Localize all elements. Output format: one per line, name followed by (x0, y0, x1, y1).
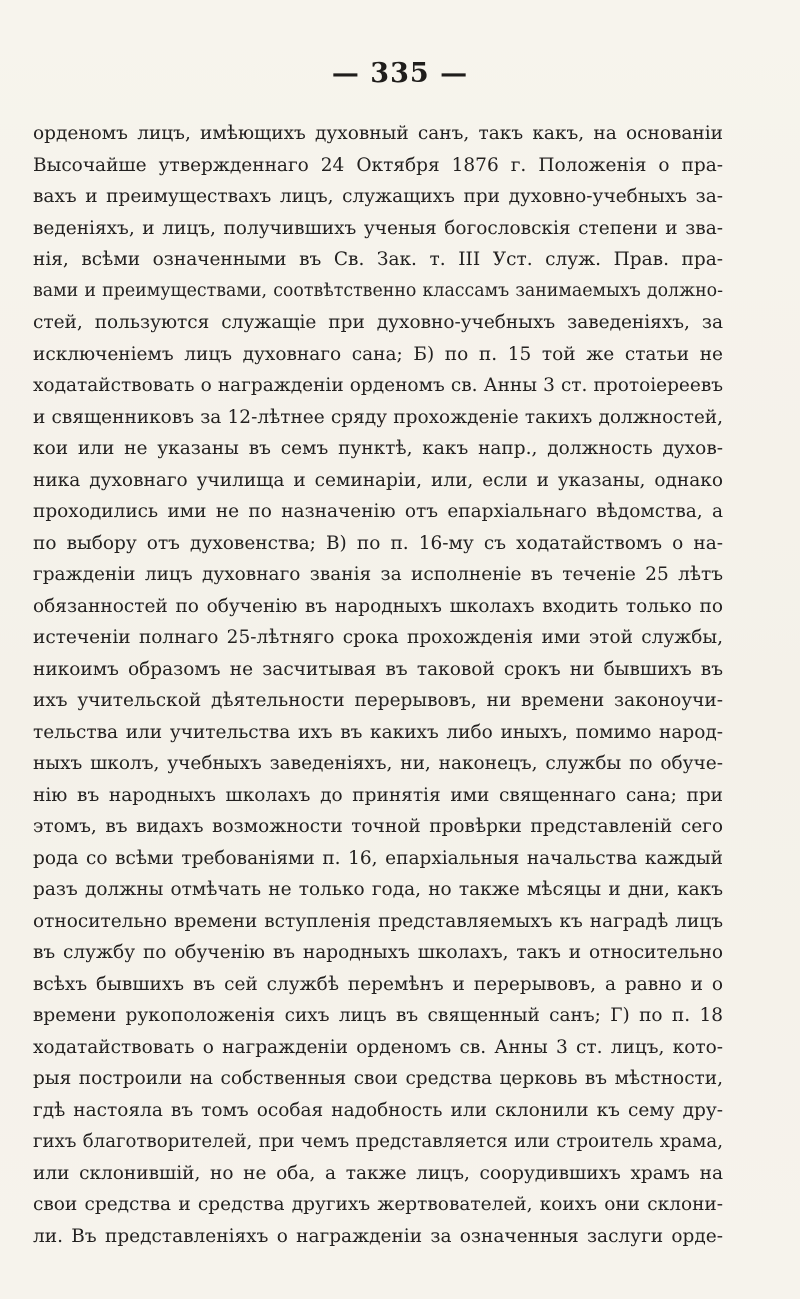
text-line: по выбору отъ духовенства; В) по п. 16-му съ ходатайствомъ о на- (33, 532, 723, 554)
text-line: кои или не указаны въ семъ пунктѣ, какъ напр., должность духов- (33, 438, 723, 459)
text-line: орденомъ лицъ, имѣющихъ духовный санъ, такъ какъ, на основаніи (33, 123, 723, 144)
text-line: обязанностей по обученію въ народныхъ школахъ входить только по (33, 595, 723, 617)
text-line: вахъ и преимуществахъ лицъ, служащихъ при духовно-учебныхъ за- (33, 186, 723, 207)
text-line: рода со всѣми требованіями п. 16, епархіальныя начальства каждый (33, 847, 723, 869)
text-line: ходатайствовать о награжденіи орденомъ св. Анны 3 ст. протоіереевъ (33, 375, 723, 396)
text-line: гдѣ настояла въ томъ особая надобность или склонили къ сему дру- (33, 1099, 723, 1121)
text-line: гражденіи лицъ духовнаго званія за исполненіе въ теченіе 25 лѣтъ (33, 564, 723, 585)
text-line: проходились ими не по назначенію отъ епархіальнаго вѣдомства, а (33, 501, 723, 522)
text-line: относительно времени вступленія представляемыхъ къ наградѣ лицъ (33, 910, 723, 932)
text-line: свои средства и средства другихъ жертвователей, коихъ они склони- (33, 1194, 723, 1215)
text-line: времени рукоположенія сихъ лицъ въ священный санъ; Г) по п. 18 (33, 1005, 723, 1026)
text-line: нія, всѣми означенными въ Св. Зак. т. III Уст. служ. Прав. пра- (33, 249, 723, 270)
text-line: всѣхъ бывшихъ въ сей службѣ перемѣнъ и перерывовъ, а равно и о (33, 973, 723, 995)
text-line: вами и преимуществами, соотвѣтственно классамъ занимаемыхъ должно- (33, 280, 723, 301)
text-line: ника духовнаго училища и семинаріи, или, если и указаны, однако (33, 469, 723, 491)
text-line: Высочайше утвержденнаго 24 Октября 1876 г. Положенія о пра- (33, 154, 723, 176)
text-line: тельства или учительства ихъ въ какихъ либо иныхъ, помимо народ- (33, 721, 723, 743)
text-line: истеченіи полнаго 25-лѣтняго срока прохожденія ими этой службы, (33, 627, 723, 648)
text-line: рыя построили на собственныя свои средства церковь въ мѣстности, (33, 1068, 723, 1089)
text-line: стей, пользуются служащіе при духовно-учебныхъ заведеніяхъ, за (33, 312, 723, 333)
text-line: ли. Въ представленіяхъ о награжденіи за означенныя заслуги орде- (33, 1225, 723, 1247)
text-line: ныхъ школъ, учебныхъ заведеніяхъ, ни, наконецъ, службы по обуче- (33, 753, 723, 774)
text-line: и священниковъ за 12-лѣтнее сряду прохожденіе такихъ должностей, (33, 406, 723, 428)
text-line: гихъ благотворителей, при чемъ представляется или строитель храма, (33, 1131, 723, 1152)
text-line: этомъ, въ видахъ возможности точной провѣрки представленій сего (33, 816, 723, 837)
text-line: въ службу по обученію въ народныхъ школахъ, такъ и относительно (33, 942, 723, 963)
text-line: никоимъ образомъ не засчитывая въ таковой срокъ ни бывшихъ въ (33, 658, 723, 680)
text-line: исключеніемъ лицъ духовнаго сана; Б) по п. 15 той же статьи не (33, 343, 723, 365)
page-number: — 335 — (331, 58, 469, 89)
text-line: разъ должны отмѣчать не только года, но также мѣсяцы и дни, какъ (33, 879, 723, 900)
text-line: веденіяхъ, и лицъ, получившихъ ученыя богословскія степени и зва- (33, 217, 723, 239)
text-line: ихъ учительской дѣятельности перерывовъ, ни времени законоучи- (33, 690, 723, 711)
text-line: ходатайствовать о награжденіи орденомъ св. Анны 3 ст. лицъ, кото- (33, 1036, 723, 1058)
text-line: или склонившій, но не оба, а также лицъ, соорудившихъ храмъ на (33, 1162, 723, 1184)
body-text (33, 118, 723, 1252)
text-line: нію въ народныхъ школахъ до принятія ими священнаго сана; при (33, 784, 723, 806)
